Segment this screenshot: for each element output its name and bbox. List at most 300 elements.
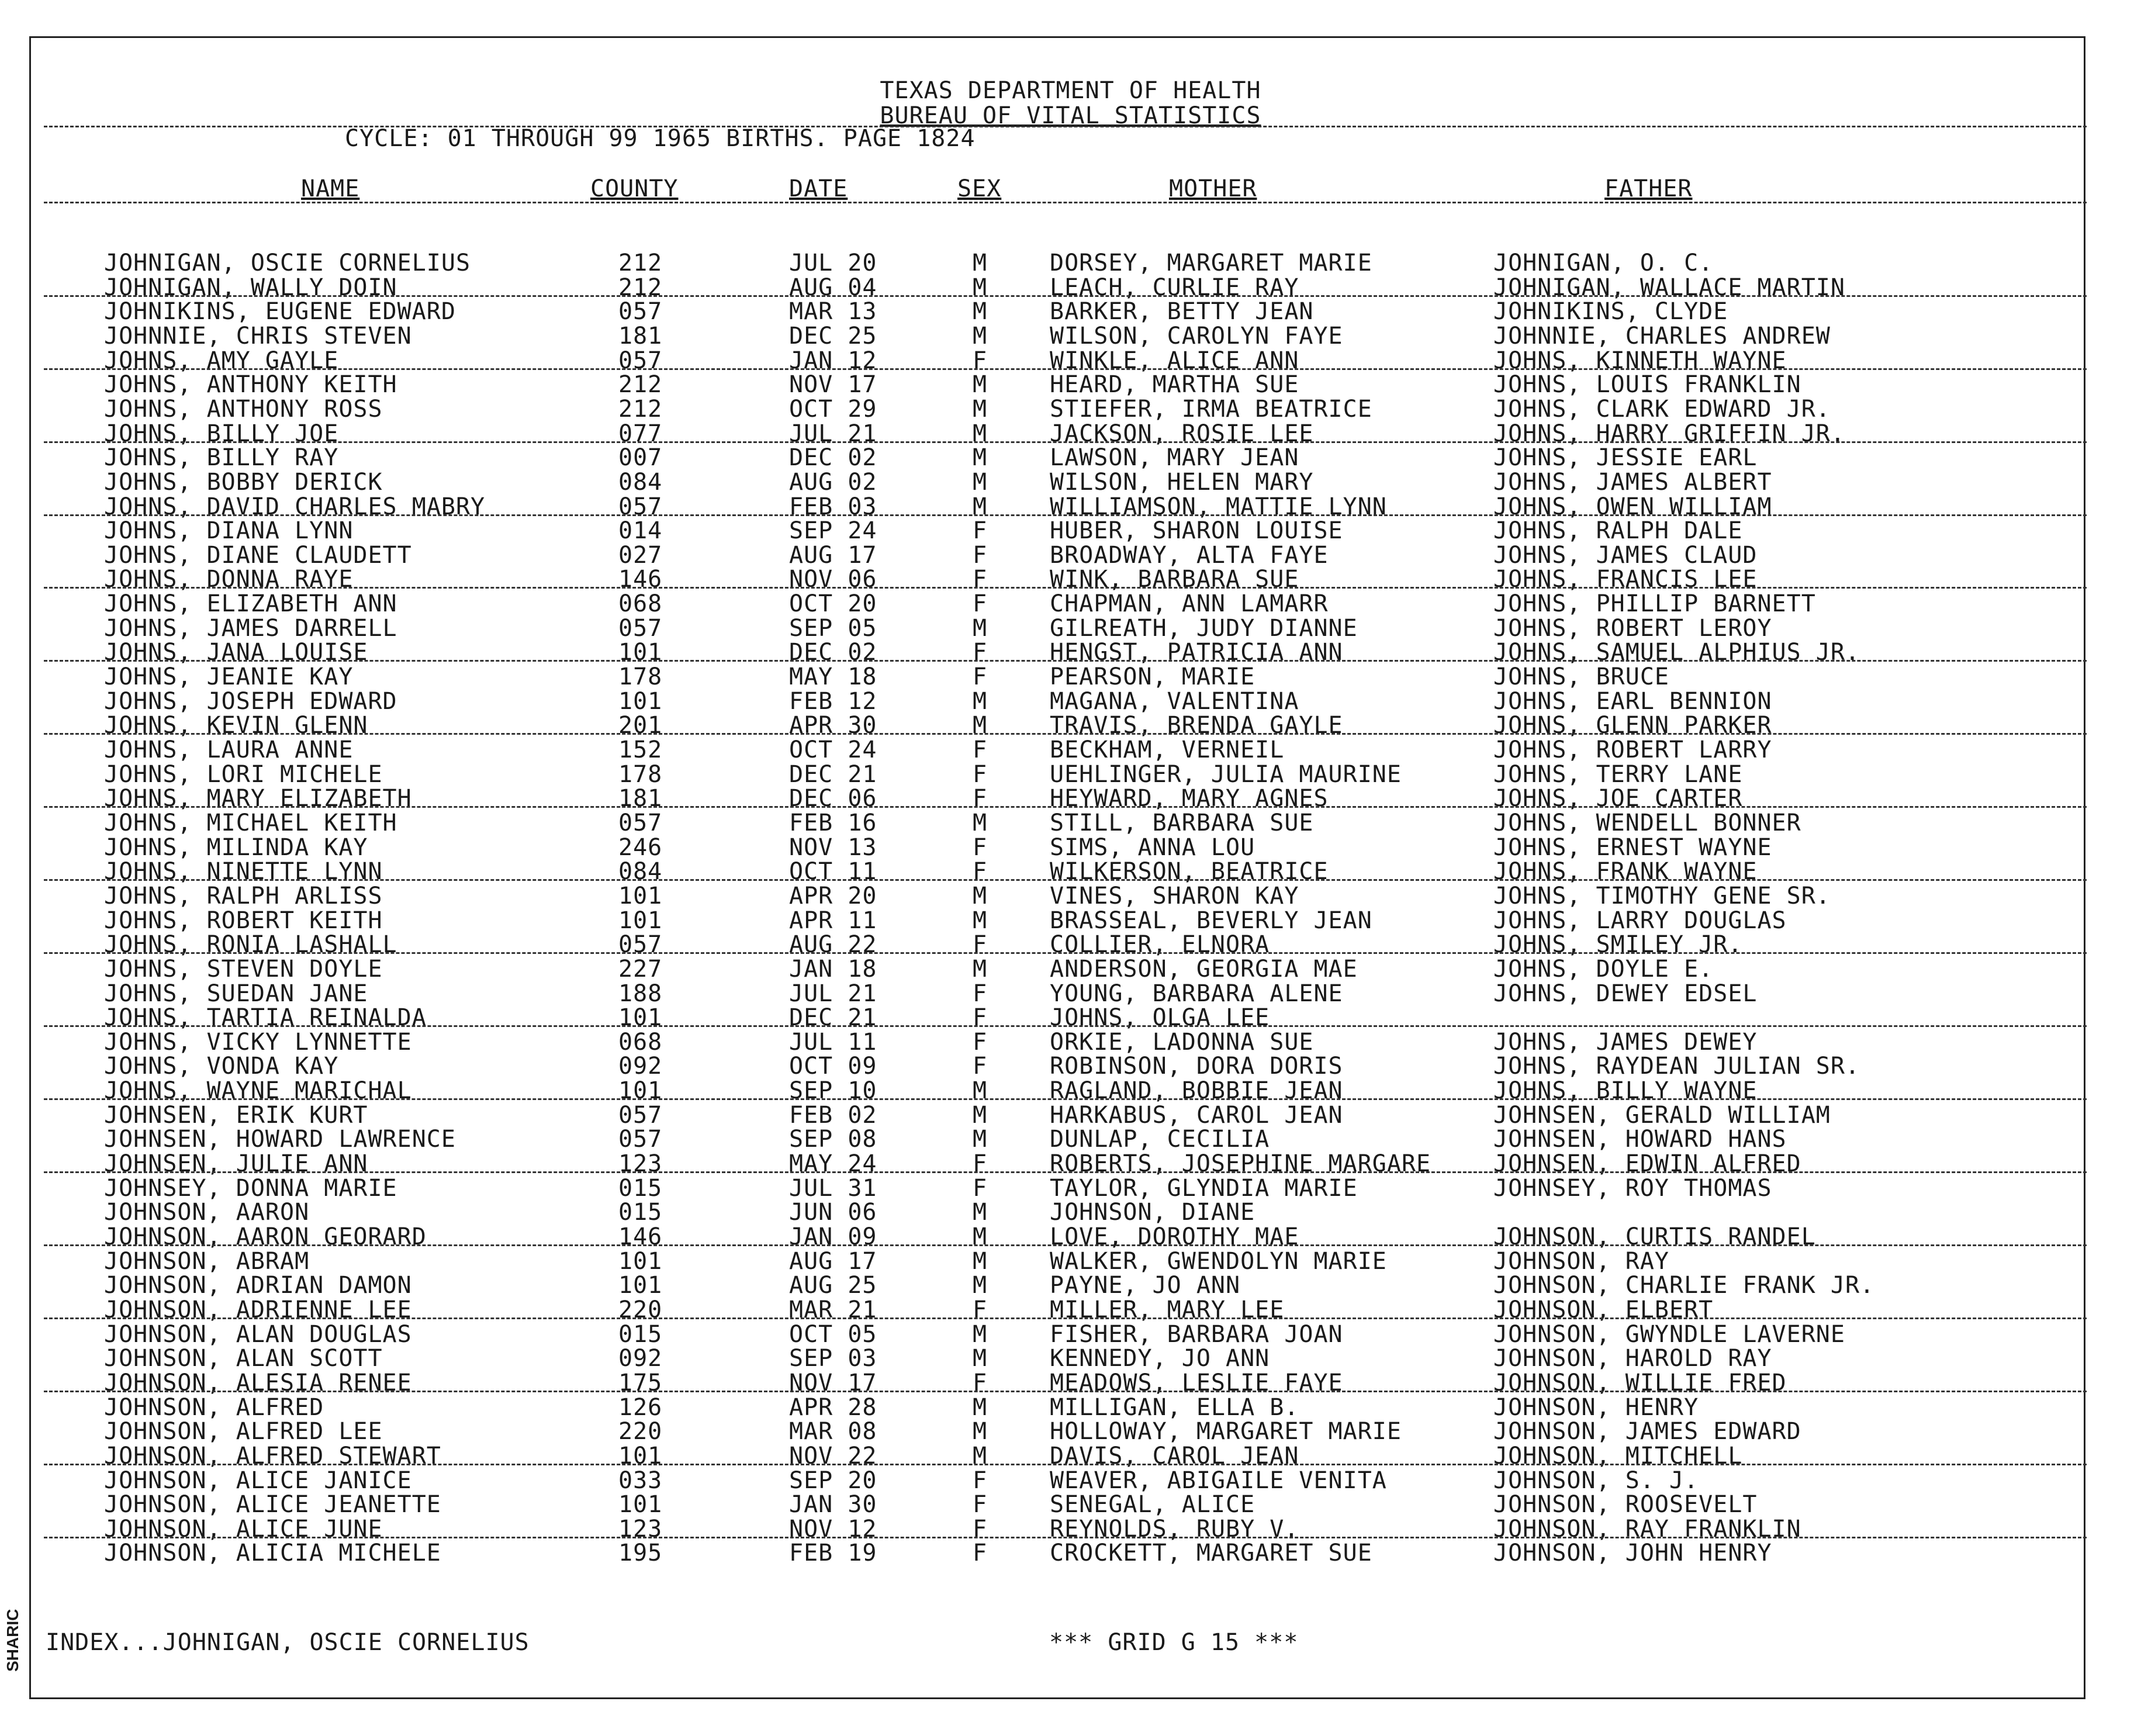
cell-father: JOHNIGAN, O. C. [1493, 250, 1714, 276]
cell-mother: BARKER, BETTY JEAN [1050, 298, 1314, 326]
cell-father: JOHNS, WENDELL BONNER [1493, 809, 1801, 836]
cell-mother: WEAVER, ABIGAILE VENITA [1050, 1467, 1387, 1494]
cell-name: JOHNSON, ALFRED STEWART [104, 1442, 441, 1469]
table-row [0, 517, 2141, 545]
cycle-line: CYCLE: 01 THROUGH 99 1965 BIRTHS. PAGE 1824 [345, 125, 976, 152]
cell-date: SEP 08 [789, 1126, 877, 1153]
cell-county: 101 [618, 907, 663, 934]
cell-date: DEC 21 [789, 760, 877, 788]
table-row [0, 371, 2141, 399]
cell-sex: M [973, 1393, 988, 1421]
cell-name: JOHNSON, ADRIENNE LEE [104, 1296, 412, 1323]
row-rule [44, 1317, 2087, 1319]
cell-sex: F [973, 1296, 988, 1323]
table-row [0, 1004, 2141, 1032]
cell-father: JOHNS, LOUIS FRANKLIN [1493, 371, 1801, 399]
cell-date: JAN 09 [789, 1223, 877, 1250]
cell-county: 068 [618, 590, 663, 618]
cell-sex: M [973, 1320, 988, 1348]
cell-mother: RAGLAND, BOBBIE JEAN [1050, 1077, 1343, 1105]
cell-date: SEP 03 [789, 1345, 877, 1372]
cell-county: 101 [618, 882, 663, 910]
cell-name: JOHNS, DIANA LYNN [104, 517, 354, 545]
cell-sex: M [973, 687, 988, 715]
table-row [0, 760, 2141, 788]
cell-date: APR 20 [789, 882, 877, 910]
cell-name: JOHNS, RALPH ARLISS [104, 882, 383, 910]
cell-name: JOHNS, JOSEPH EDWARD [104, 687, 397, 715]
cell-mother: HEARD, MARTHA SUE [1050, 371, 1299, 399]
table-row [0, 882, 2141, 910]
cell-county: 201 [618, 712, 663, 739]
cell-mother: VINES, SHARON KAY [1050, 882, 1299, 910]
cell-sex: M [973, 1418, 988, 1445]
cell-mother: LEACH, CURLIE RAY [1050, 274, 1299, 301]
table-row [0, 931, 2141, 959]
cell-father: JOHNS, JESSIE EARL [1493, 444, 1758, 472]
cell-name: JOHNSON, ALAN SCOTT [104, 1345, 383, 1372]
cell-name: JOHNS, VONDA KAY [104, 1053, 339, 1080]
cell-mother: PEARSON, MARIE [1050, 663, 1255, 691]
cell-date: MAR 13 [789, 298, 877, 326]
cell-sex: M [973, 614, 988, 642]
cell-sex: F [973, 736, 988, 763]
cell-date: MAY 24 [789, 1150, 877, 1178]
cell-name: JOHNS, JEANIE KAY [104, 663, 354, 691]
cell-county: 092 [618, 1345, 663, 1372]
cell-date: SEP 10 [789, 1077, 877, 1105]
index-footer: INDEX...JOHNIGAN, OSCIE CORNELIUS [46, 1629, 530, 1656]
row-rule [44, 368, 2087, 370]
cell-county: 057 [618, 931, 663, 959]
table-row [0, 395, 2141, 423]
cell-date: DEC 02 [789, 444, 877, 472]
cell-name: JOHNS, JANA LOUISE [104, 639, 368, 666]
cell-county: 057 [618, 614, 663, 642]
cell-mother: HENGST, PATRICIA ANN [1050, 639, 1343, 666]
cell-father: JOHNS, ROBERT LARRY [1493, 736, 1772, 763]
cell-sex: F [973, 834, 988, 861]
cell-father: JOHNSON, GWYNDLE LAVERNE [1493, 1320, 1845, 1348]
cell-name: JOHNS, LAURA ANNE [104, 736, 354, 763]
row-rule [44, 1244, 2087, 1246]
cell-father: JOHNS, LARRY DOUGLAS [1493, 907, 1787, 934]
cell-mother: ORKIE, LADONNA SUE [1050, 1028, 1314, 1056]
cell-county: 101 [618, 1077, 663, 1105]
table-row [0, 1491, 2141, 1519]
cell-mother: COLLIER, ELNORA [1050, 931, 1270, 959]
cell-county: 084 [618, 468, 663, 496]
cell-county: 181 [618, 785, 663, 812]
cell-date: APR 28 [789, 1393, 877, 1421]
cell-father: JOHNS, KINNETH WAYNE [1493, 347, 1787, 374]
cell-father: JOHNS, SMILEY JR. [1493, 931, 1743, 959]
cell-mother: HOLLOWAY, MARGARET MARIE [1050, 1418, 1402, 1445]
cell-sex: F [973, 639, 988, 666]
row-rule [44, 879, 2087, 881]
cell-mother: DAVIS, CAROL JEAN [1050, 1442, 1299, 1469]
cell-mother: LAWSON, MARY JEAN [1050, 444, 1299, 472]
cell-name: JOHNSON, AARON [104, 1199, 310, 1226]
cell-mother: WILKERSON, BEATRICE [1050, 858, 1329, 886]
cell-mother: WILSON, CAROLYN FAYE [1050, 322, 1343, 350]
cell-county: 033 [618, 1467, 663, 1494]
cell-sex: M [973, 493, 988, 520]
row-rule [44, 1464, 2087, 1465]
cell-mother: BROADWAY, ALTA FAYE [1050, 541, 1329, 569]
cell-date: FEB 03 [789, 493, 877, 520]
cell-mother: CHAPMAN, ANN LAMARR [1050, 590, 1329, 618]
cell-name: JOHNSEN, JULIE ANN [104, 1150, 368, 1178]
cell-father: JOHNSEN, HOWARD HANS [1493, 1126, 1787, 1153]
cell-county: 175 [618, 1369, 663, 1396]
table-row [0, 712, 2141, 739]
cell-father: JOHNSON, ELBERT [1493, 1296, 1714, 1323]
cell-father: JOHNS, JAMES DEWEY [1493, 1028, 1758, 1056]
cell-name: JOHNIKINS, EUGENE EDWARD [104, 298, 456, 326]
cell-sex: M [973, 1272, 988, 1299]
cell-county: 101 [618, 687, 663, 715]
table-row [0, 274, 2141, 301]
cell-date: JUN 06 [789, 1199, 877, 1226]
table-row [0, 1443, 2141, 1467]
cell-mother: JOHNS, OLGA LEE [1050, 1004, 1270, 1032]
cell-mother: BRASSEAL, BEVERLY JEAN [1050, 907, 1372, 934]
cell-sex: F [973, 1028, 988, 1056]
table-row [0, 420, 2141, 447]
cell-sex: M [973, 444, 988, 472]
table-row [0, 590, 2141, 618]
table-row [0, 736, 2141, 763]
cell-county: 057 [618, 298, 663, 326]
cell-father: JOHNS, FRANK WAYNE [1493, 858, 1758, 886]
cell-date: OCT 24 [789, 736, 877, 763]
cell-sex: M [973, 1247, 988, 1275]
cell-mother: ROBINSON, DORA DORIS [1050, 1053, 1343, 1080]
cell-mother: BECKHAM, VERNEIL [1050, 736, 1285, 763]
cell-sex: M [973, 1199, 988, 1226]
column-header-county: COUNTY [590, 175, 679, 202]
cell-sex: M [973, 1126, 988, 1153]
cell-mother: STIEFER, IRMA BEATRICE [1050, 395, 1372, 423]
cell-date: JUL 11 [789, 1028, 877, 1056]
cell-county: 178 [618, 663, 663, 691]
cell-father: JOHNS, SAMUEL ALPHIUS JR. [1493, 639, 1860, 666]
cell-name: JOHNS, MARY ELIZABETH [104, 785, 412, 812]
cell-name: JOHNSEN, HOWARD LAWRENCE [104, 1126, 456, 1153]
cell-date: AUG 02 [789, 468, 877, 496]
cell-mother: PAYNE, JO ANN [1050, 1272, 1241, 1299]
cell-name: JOHNS, JAMES DARRELL [104, 614, 397, 642]
cell-county: 181 [618, 322, 663, 350]
cell-date: JUL 31 [789, 1174, 877, 1202]
cell-county: 057 [618, 493, 663, 520]
cell-county: 101 [618, 1004, 663, 1032]
cell-father: JOHNSEN, EDWIN ALFRED [1493, 1150, 1801, 1178]
cell-father: JOHNSEY, ROY THOMAS [1493, 1174, 1772, 1202]
column-header-date: DATE [789, 175, 848, 202]
bureau-title: BUREAU OF VITAL STATISTICS [880, 102, 1261, 129]
table-row [0, 1223, 2141, 1250]
table-row [0, 1126, 2141, 1153]
cell-mother: STILL, BARBARA SUE [1050, 809, 1314, 836]
table-row [0, 1150, 2141, 1178]
cell-father: JOHNS, TIMOTHY GENE SR. [1493, 882, 1831, 910]
cell-name: JOHNSON, ALESIA RENEE [104, 1369, 412, 1396]
cell-father: JOHNIKINS, CLYDE [1493, 298, 1728, 326]
cell-father: JOHNS, PHILLIP BARNETT [1493, 590, 1816, 618]
cell-county: 123 [618, 1515, 663, 1543]
cell-name: JOHNS, NINETTE LYNN [104, 858, 383, 886]
cell-county: 014 [618, 517, 663, 545]
cell-date: AUG 25 [789, 1272, 877, 1299]
cell-father: JOHNSON, RAY FRANKLIN [1493, 1515, 1801, 1543]
table-row [0, 955, 2141, 983]
table-row [0, 493, 2141, 520]
table-row [0, 322, 2141, 350]
cell-date: JUL 21 [789, 420, 877, 447]
cell-date: AUG 04 [789, 274, 877, 301]
column-header-sex: SEX [957, 175, 1002, 202]
table-row [0, 444, 2141, 472]
cell-date: DEC 21 [789, 1004, 877, 1032]
row-rule [44, 514, 2087, 516]
cell-mother: SENEGAL, ALICE [1050, 1491, 1255, 1519]
cell-name: JOHNSON, ALICE JEANETTE [104, 1491, 441, 1519]
cell-county: 015 [618, 1199, 663, 1226]
column-header-mother: MOTHER [1169, 175, 1257, 202]
cell-name: JOHNSON, ALICE JANICE [104, 1467, 412, 1494]
cell-name: JOHNS, BILLY JOE [104, 420, 339, 447]
cell-sex: M [973, 882, 988, 910]
cell-date: DEC 25 [789, 322, 877, 350]
cell-name: JOHNS, LORI MICHELE [104, 760, 383, 788]
table-row [0, 1053, 2141, 1080]
cell-mother: LOVE, DOROTHY MAE [1050, 1223, 1299, 1250]
table-row [0, 1369, 2141, 1396]
cell-sex: M [973, 1077, 988, 1105]
cell-sex: F [973, 517, 988, 545]
cell-father: JOHNSON, JOHN HENRY [1493, 1540, 1772, 1567]
table-row [0, 1077, 2141, 1105]
table-row [0, 250, 2141, 274]
cell-sex: M [973, 1101, 988, 1129]
row-rule [44, 587, 2087, 589]
cell-county: 212 [618, 371, 663, 399]
cell-mother: TAYLOR, GLYNDIA MARIE [1050, 1174, 1358, 1202]
cell-father: JOHNS, ROBERT LEROY [1493, 614, 1772, 642]
cell-mother: HEYWARD, MARY AGNES [1050, 785, 1329, 812]
cell-county: 220 [618, 1418, 663, 1445]
cell-date: JUL 21 [789, 980, 877, 1007]
cell-father: JOHNSON, RAY [1493, 1247, 1669, 1275]
table-row [0, 687, 2141, 715]
row-rule [44, 1098, 2087, 1100]
cell-father: JOHNS, ERNEST WAYNE [1493, 834, 1772, 861]
cell-date: NOV 17 [789, 1369, 877, 1396]
cell-date: DEC 06 [789, 785, 877, 812]
row-rule [44, 441, 2087, 443]
cell-date: OCT 05 [789, 1320, 877, 1348]
cell-county: 220 [618, 1296, 663, 1323]
row-rule [44, 1171, 2087, 1173]
cell-date: DEC 02 [789, 639, 877, 666]
cell-father: JOHNSON, WILLIE FRED [1493, 1369, 1787, 1396]
row-rule [44, 806, 2087, 808]
cell-sex: F [973, 1491, 988, 1519]
cell-father: JOHNS, RAYDEAN JULIAN SR. [1493, 1053, 1860, 1080]
cell-name: JOHNS, RONIA LASHALL [104, 931, 397, 959]
cell-county: 101 [618, 1491, 663, 1519]
table-row [0, 1028, 2141, 1056]
cell-sex: F [973, 347, 988, 374]
cell-date: APR 30 [789, 712, 877, 739]
cell-name: JOHNS, ROBERT KEITH [104, 907, 383, 934]
cell-sex: M [973, 420, 988, 447]
side-label: SHARIC [4, 1609, 22, 1672]
cell-date: JAN 30 [789, 1491, 877, 1519]
cell-mother: MAGANA, VALENTINA [1050, 687, 1299, 715]
cell-mother: JACKSON, ROSIE LEE [1050, 420, 1314, 447]
cell-county: 212 [618, 274, 663, 301]
table-row [0, 980, 2141, 1007]
table-row [0, 785, 2141, 812]
cell-county: 178 [618, 760, 663, 788]
cell-name: JOHNSON, ALFRED [104, 1393, 324, 1421]
cell-sex: F [973, 1540, 988, 1567]
cell-mother: WILSON, HELEN MARY [1050, 468, 1314, 496]
cell-sex: F [973, 931, 988, 959]
cell-name: JOHNS, VICKY LYNNETTE [104, 1028, 412, 1056]
cell-county: 152 [618, 736, 663, 763]
cell-date: OCT 29 [789, 395, 877, 423]
cell-name: JOHNS, BOBBY DERICK [104, 468, 383, 496]
cell-father: JOHNSON, CHARLIE FRANK JR. [1493, 1272, 1875, 1299]
cell-sex: F [973, 785, 988, 812]
row-rule [44, 952, 2087, 954]
cell-name: JOHNSON, AARON GEORARD [104, 1223, 427, 1250]
cell-sex: M [973, 955, 988, 983]
cell-sex: F [973, 541, 988, 569]
cell-date: NOV 13 [789, 834, 877, 861]
table-row [0, 1345, 2141, 1372]
cell-father: JOHNS, JAMES CLAUD [1493, 541, 1758, 569]
cell-date: AUG 22 [789, 931, 877, 959]
cell-name: JOHNS, DAVID CHARLES MABRY [104, 493, 486, 520]
cell-name: JOHNSON, ALICE JUNE [104, 1515, 383, 1543]
cell-mother: WILLIAMSON, MATTIE LYNN [1050, 493, 1387, 520]
row-rule [44, 295, 2087, 297]
cell-mother: FISHER, BARBARA JOAN [1050, 1320, 1343, 1348]
cell-county: 077 [618, 420, 663, 447]
cell-name: JOHNS, MILINDA KAY [104, 834, 368, 861]
cell-county: 101 [618, 1442, 663, 1469]
grid-footer: *** GRID G 15 *** [1049, 1629, 1299, 1656]
cell-name: JOHNS, BILLY RAY [104, 444, 339, 472]
cell-mother: ANDERSON, GEORGIA MAE [1050, 955, 1358, 983]
table-row [0, 1247, 2141, 1275]
cell-date: FEB 19 [789, 1540, 877, 1567]
table-row [0, 566, 2141, 593]
cell-name: JOHNS, KEVIN GLENN [104, 712, 368, 739]
cell-county: 068 [618, 1028, 663, 1056]
cell-sex: F [973, 1004, 988, 1032]
cell-sex: F [973, 1369, 988, 1396]
cell-county: 101 [618, 1272, 663, 1299]
table-row [0, 1540, 2141, 1567]
cell-name: JOHNSON, ALAN DOUGLAS [104, 1320, 412, 1348]
cell-father: JOHNSON, ROOSEVELT [1493, 1491, 1758, 1519]
cell-father: JOHNSON, S. J. [1493, 1467, 1699, 1494]
cell-county: 227 [618, 955, 663, 983]
cell-date: NOV 17 [789, 371, 877, 399]
cell-father: JOHNS, BRUCE [1493, 663, 1669, 691]
cell-date: JUL 20 [789, 250, 877, 276]
cell-mother: MEADOWS, LESLIE FAYE [1050, 1369, 1343, 1396]
cell-sex: F [973, 1150, 988, 1178]
cell-date: FEB 02 [789, 1101, 877, 1129]
column-header-father: FATHER [1604, 175, 1693, 202]
cell-name: JOHNS, AMY GAYLE [104, 347, 339, 374]
table-row [0, 541, 2141, 569]
table-row [0, 858, 2141, 886]
cell-date: OCT 20 [789, 590, 877, 618]
cell-mother: CROCKETT, MARGARET SUE [1050, 1540, 1372, 1567]
cell-father: JOHNSEN, GERALD WILLIAM [1493, 1101, 1831, 1129]
cell-father: JOHNS, HARRY GRIFFIN JR. [1493, 420, 1845, 447]
cell-mother: WALKER, GWENDOLYN MARIE [1050, 1247, 1387, 1275]
cell-name: JOHNS, ANTHONY KEITH [104, 371, 397, 399]
cell-county: 146 [618, 1223, 663, 1250]
cell-mother: MILLER, MARY LEE [1050, 1296, 1285, 1323]
cell-county: 057 [618, 809, 663, 836]
cell-county: 146 [618, 566, 663, 593]
cell-name: JOHNS, TARTIA REINALDA [104, 1004, 427, 1032]
table-row [0, 810, 2141, 834]
cell-date: OCT 09 [789, 1053, 877, 1080]
cell-mother: WINK, BARBARA SUE [1050, 566, 1299, 593]
row-rule [44, 1537, 2087, 1538]
cell-date: MAR 08 [789, 1418, 877, 1445]
cell-county: 123 [618, 1150, 663, 1178]
cell-sex: M [973, 298, 988, 326]
cell-father: JOHNIGAN, WALLACE MARTIN [1493, 274, 1845, 301]
cell-mother: UEHLINGER, JULIA MAURINE [1050, 760, 1402, 788]
row-rule [44, 1025, 2087, 1027]
table-row [0, 614, 2141, 642]
cell-sex: M [973, 907, 988, 934]
cell-sex: F [973, 1515, 988, 1543]
table-row [0, 1101, 2141, 1129]
cell-date: OCT 11 [789, 858, 877, 886]
cell-sex: M [973, 1223, 988, 1250]
table-row [0, 1296, 2141, 1323]
cell-mother: KENNEDY, JO ANN [1050, 1345, 1270, 1372]
cell-sex: M [973, 322, 988, 350]
cell-sex: F [973, 980, 988, 1007]
cell-father: JOHNNIE, CHARLES ANDREW [1493, 322, 1831, 350]
table-row [0, 468, 2141, 496]
cell-name: JOHNS, SUEDAN JANE [104, 980, 368, 1007]
cell-name: JOHNS, MICHAEL KEITH [104, 809, 397, 836]
cell-father: JOHNS, JOE CARTER [1493, 785, 1743, 812]
table-row [0, 1320, 2141, 1348]
cell-father: JOHNSON, JAMES EDWARD [1493, 1418, 1801, 1445]
cell-county: 057 [618, 1101, 663, 1129]
cell-date: APR 11 [789, 907, 877, 934]
cell-name: JOHNS, DONNA RAYE [104, 566, 354, 593]
cell-county: 126 [618, 1393, 663, 1421]
